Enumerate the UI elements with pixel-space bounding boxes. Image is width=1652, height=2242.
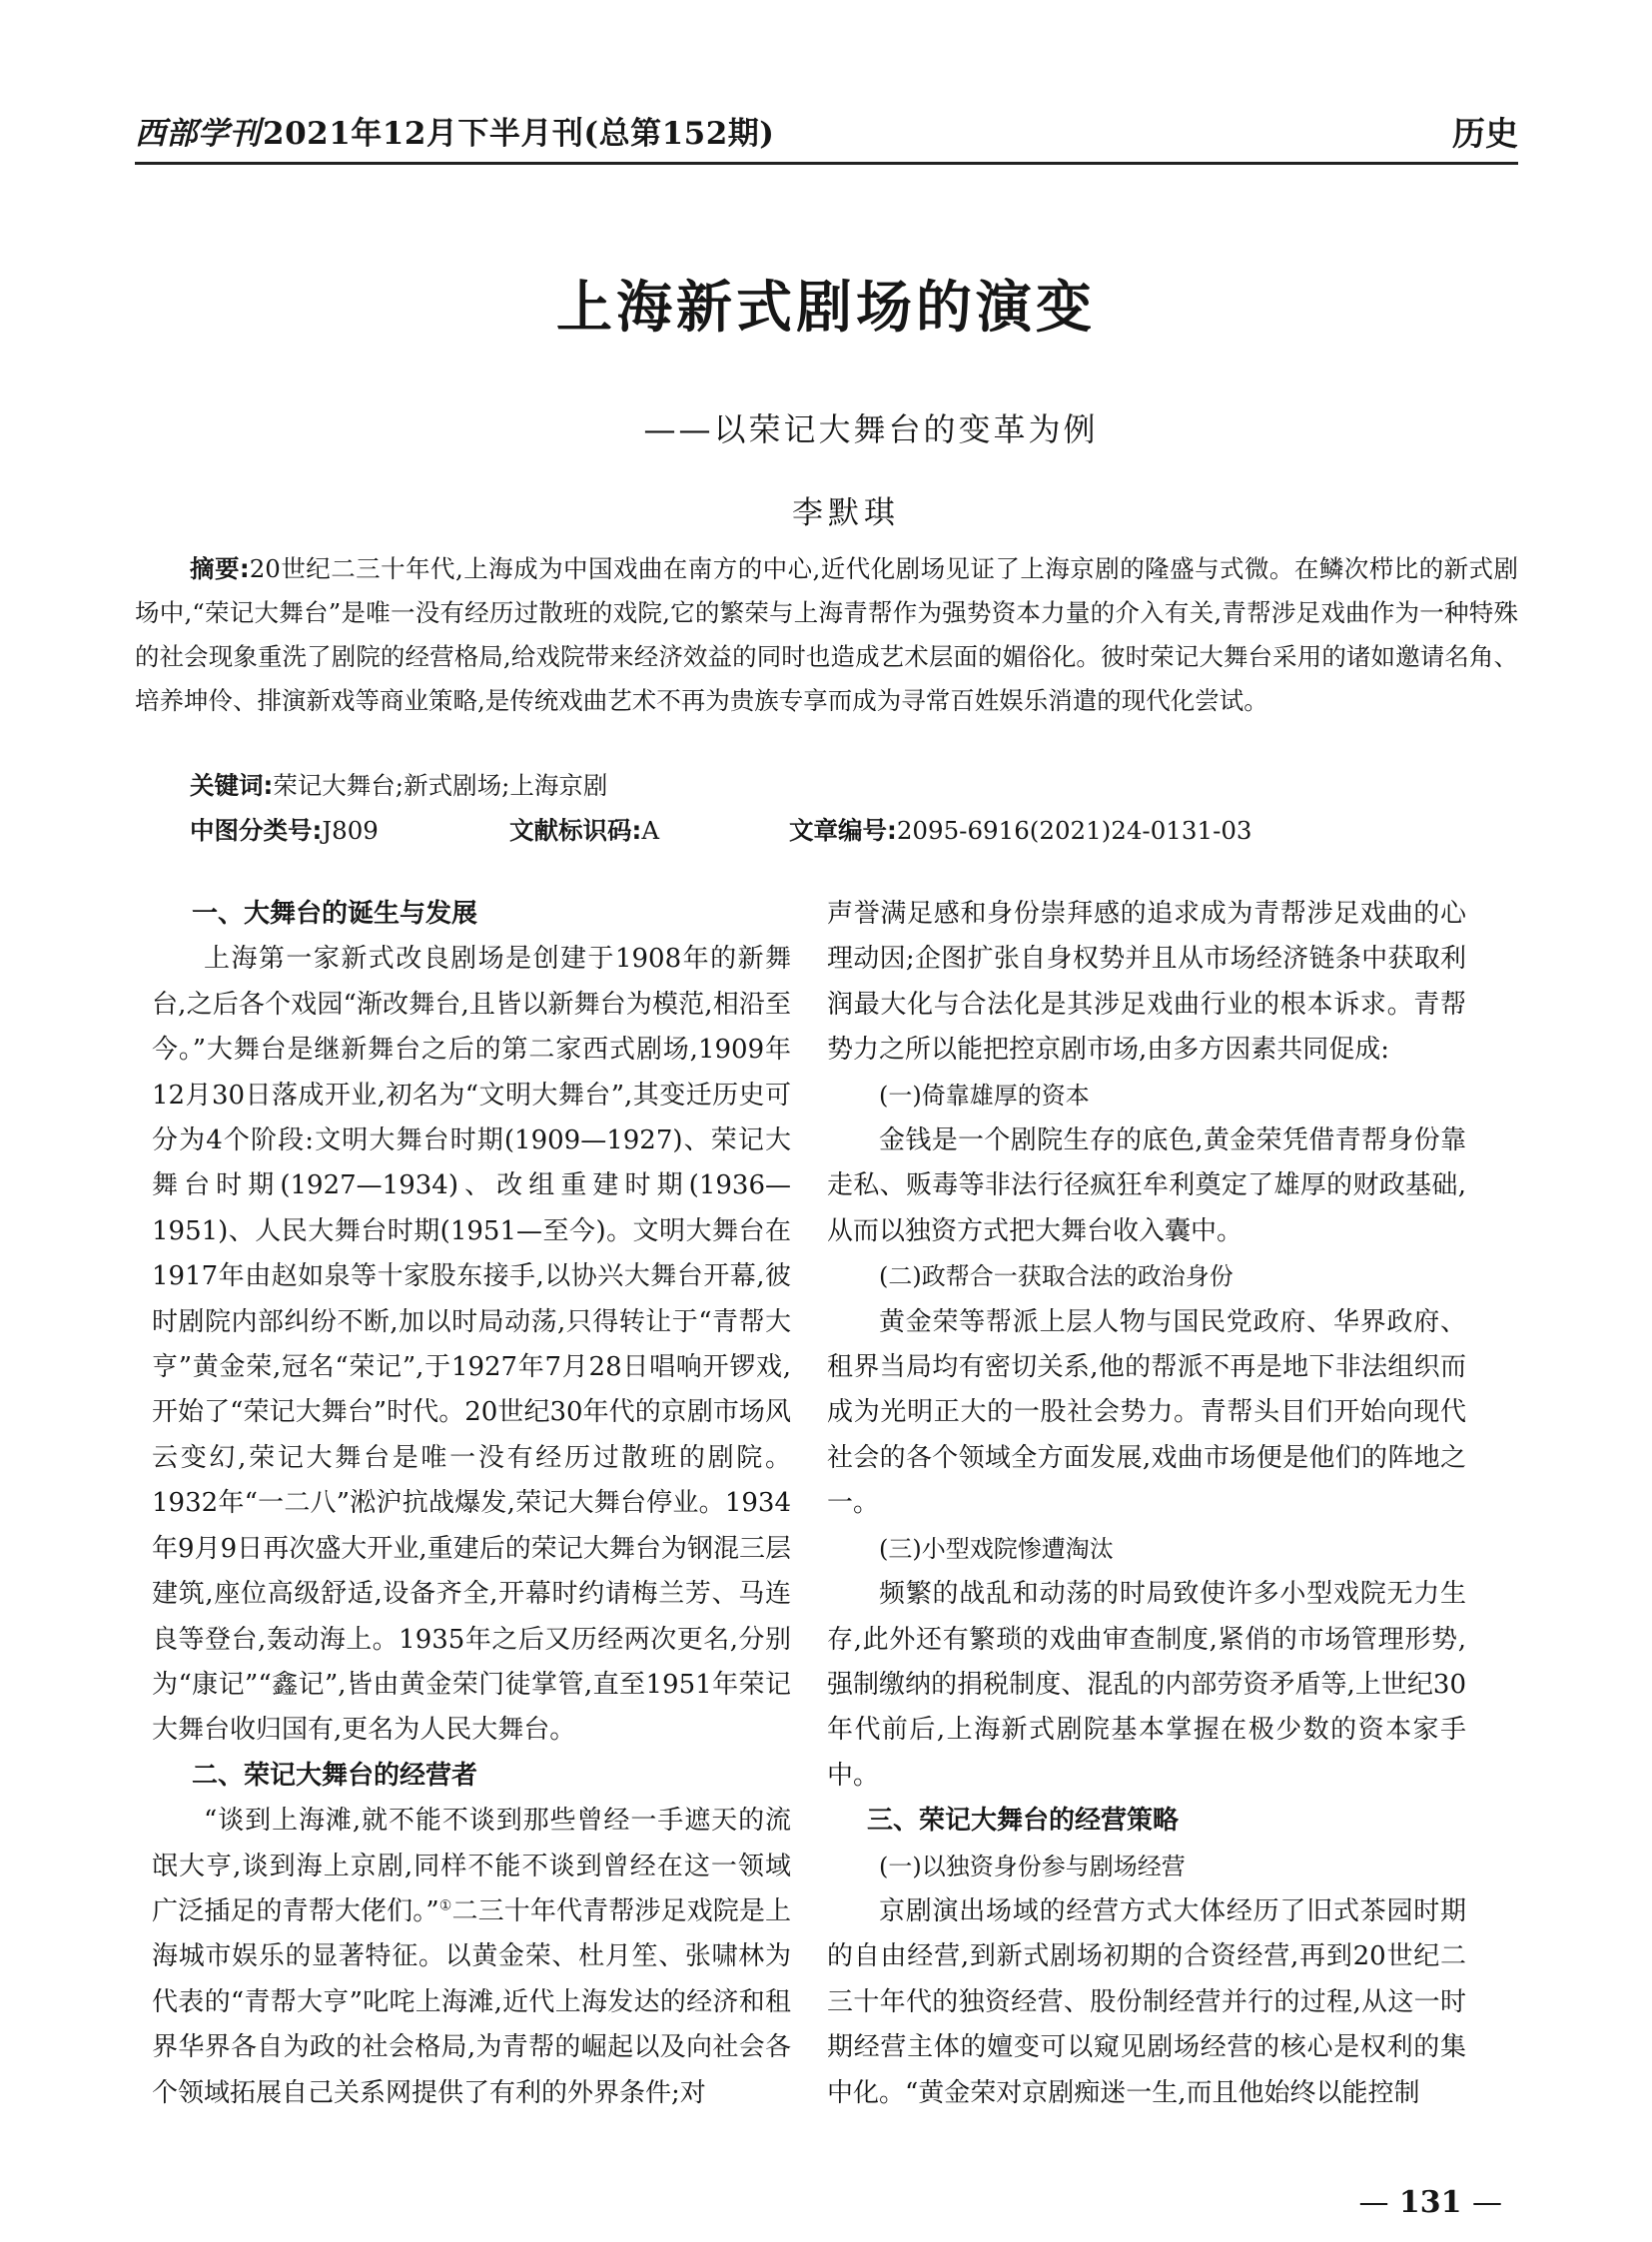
classification [190, 812, 379, 847]
quote-text: “谈到上海滩,就不能不谈到那些曾经一手遮天的流氓大亨,谈到海上京剧,同样不能不谈到曾经在这一领域广泛插足的青帮大佬们。” [152, 1806, 791, 1926]
running-header [135, 108, 1518, 158]
journal-issue [135, 108, 774, 153]
keywords-text: 荣记大舞台;新式剧场;上海京剧 [273, 771, 608, 800]
section-heading-2: 二、荣记大舞台的经营者 [192, 1760, 478, 1791]
keywords [190, 767, 607, 802]
paragraph-rest: 二三十年代青帮涉足戏院是上海城市娱乐的显著特征。以黄金荣、杜月笙、张啸林为代表的“青帮大亨”叱咤上海滩,近代上海发达的经济和租界华界各自为政的社会格局,为青帮的崛起以及向社会各个领域拓展自己关系网提供了有利的外界条件;对 [152, 1895, 791, 2108]
left-column [152, 892, 791, 2116]
footnote-marker: ① [438, 1897, 452, 1914]
article-subtitle: ——以荣记大舞台的变革为例 [643, 410, 1099, 448]
paragraph: 京剧演出场域的经营方式大体经历了旧式茶园时期的自由经营,到新式剧场初期的合资经营,再到20世纪二三十年代的独资经营、股份制经营并行的过程,从这一时期经营主体的嬗变可以窥见剧场经营的核心是权利的集中化。“黄金荣对京剧痴迷一生,而且他始终以能控制 [827, 1895, 1466, 2108]
footer-dash-left: — [1358, 2185, 1389, 2220]
page-number [1358, 2185, 1502, 2220]
paragraph: 上海第一家新式改良剧场是创建于1908年的新舞台,之后各个戏园“渐改舞台,且皆以新舞台为模范,相沿至今。”大舞台是继新舞台之后的第二家西式剧场,1909年12月30日落成开业,初名为“文明大舞台”,其变迁历史可分为4个阶段:文明大舞台时期(1909—1927)、荣记大舞台时期(1927—1934)、改组重建时期(1936—1951)、人民大舞台时期(1951—至今)。文明大舞台在1917年由赵如泉等十家股东接手,以协兴大舞台开幕,彼时剧院内部纠纷不断,加以时局动荡,只得转让于“青帮大亨”黄金荣,冠名“荣记”,于1927年7月28日唱响开锣戏,开始了“荣记大舞台”时代。20世纪30年代的京剧市场风云变幻,荣记大舞台是唯一没有经历过散班的剧院。1932年“一二八”淞沪抗战爆发,荣记大舞台停业。1934年9月9日再次盛大开业,重建后的荣记大舞台为钢混三层建筑,座位高级舒适,设备齐全,开幕时约请梅兰芳、马连良等登台,轰动海上。1935年之后又历经两次更名,分别为“康记”“鑫记”,皆由黄金荣门徒掌管,直至1951年荣记大舞台收归国有,更名为人民大舞台。 [152, 944, 791, 1746]
classification-value: J809 [322, 816, 379, 845]
subsection-heading: (一)倚靠雄厚的资本 [879, 1081, 1090, 1110]
section-heading-1: 一、大舞台的诞生与发展 [192, 899, 478, 929]
article-author: 李默琪 [792, 495, 900, 531]
subsection-heading: (一)以独资身份参与剧场经营 [879, 1852, 1186, 1880]
paragraph: 金钱是一个剧院生存的底色,黄金荣凭借青帮身份靠走私、贩毒等非法行径疯狂牟利奠定了雄厚的财政基础,从而以独资方式把大舞台收入囊中。 [827, 1125, 1466, 1246]
doc-code-value: A [641, 816, 660, 845]
article-number [789, 812, 1252, 847]
header-rule [135, 162, 1518, 165]
paragraph: 声誉满足感和身份崇拜感的追求成为青帮涉足戏曲的心理动因;企图扩张自身权势并且从市场经济链条中获取利润最大化与合法化是其涉足戏曲行业的根本诉求。青帮势力之所以能把控京剧市场,由多方因素共同促成: [827, 899, 1466, 1066]
classification-label: 中图分类号: [190, 816, 323, 845]
footer-dash-right: — [1472, 2185, 1502, 2220]
subsection-heading: (三)小型戏院惨遭淘汰 [879, 1534, 1114, 1563]
issue-info: 2021年12月下半月刊(总第152期) [263, 116, 775, 152]
abstract-text: 20世纪二三十年代,上海成为中国戏曲在南方的中心,近代化剧场见证了上海京剧的隆盛与式微。在鳞次栉比的新式剧场中,“荣记大舞台”是唯一没有经历过散班的戏院,它的繁荣与上海青帮作为强势资本力量的介入有关,青帮涉足戏曲作为一种特殊的社会现象重洗了剧院的经营格局,给戏院带来经济效益的同时也造成艺术层面的媚俗化。彼时荣记大舞台采用的诸如邀请名角、培养坤伶、排演新戏等商业策略,是传统戏曲艺术不再为贵族专享而成为寻常百姓娱乐消遣的现代化尝试。 [135, 554, 1518, 715]
right-column [827, 892, 1466, 2116]
subsection-heading: (二)政帮合一获取合法的政治身份 [879, 1262, 1234, 1291]
article-number-value: 2095-6916(2021)24-0131-03 [896, 816, 1252, 845]
section-label: 历史 [1452, 114, 1518, 153]
doc-code-label: 文献标识码: [509, 816, 642, 845]
doc-code [509, 812, 659, 847]
abstract [135, 547, 1518, 723]
article-title: 上海新式剧场的演变 [556, 275, 1096, 341]
article-number-label: 文章编号: [789, 816, 897, 845]
journal-logo: 西部学刊 [135, 116, 261, 152]
page-number-value: 131 [1398, 2185, 1462, 2220]
abstract-label: 摘要: [190, 554, 250, 583]
keywords-label: 关键词: [190, 771, 274, 800]
paragraph [152, 1799, 791, 2116]
paragraph: 黄金荣等帮派上层人物与国民党政府、华界政府、租界当局均有密切关系,他的帮派不再是地下非法组织而成为光明正大的一股社会势力。青帮头目们开始向现代社会的各个领域全方面发展,戏曲市场便是他们的阵地之一。 [827, 1306, 1466, 1519]
section-heading-3: 三、荣记大舞台的经营策略 [867, 1806, 1180, 1837]
paragraph: 频繁的战乱和动荡的时局致使许多小型戏院无力生存,此外还有繁琐的戏曲审查制度,紧俏的市场管理形势,强制缴纳的捐税制度、混乱的内部劳资矛盾等,上世纪30年代前后,上海新式剧院基本掌握在极少数的资本家手中。 [827, 1579, 1466, 1791]
